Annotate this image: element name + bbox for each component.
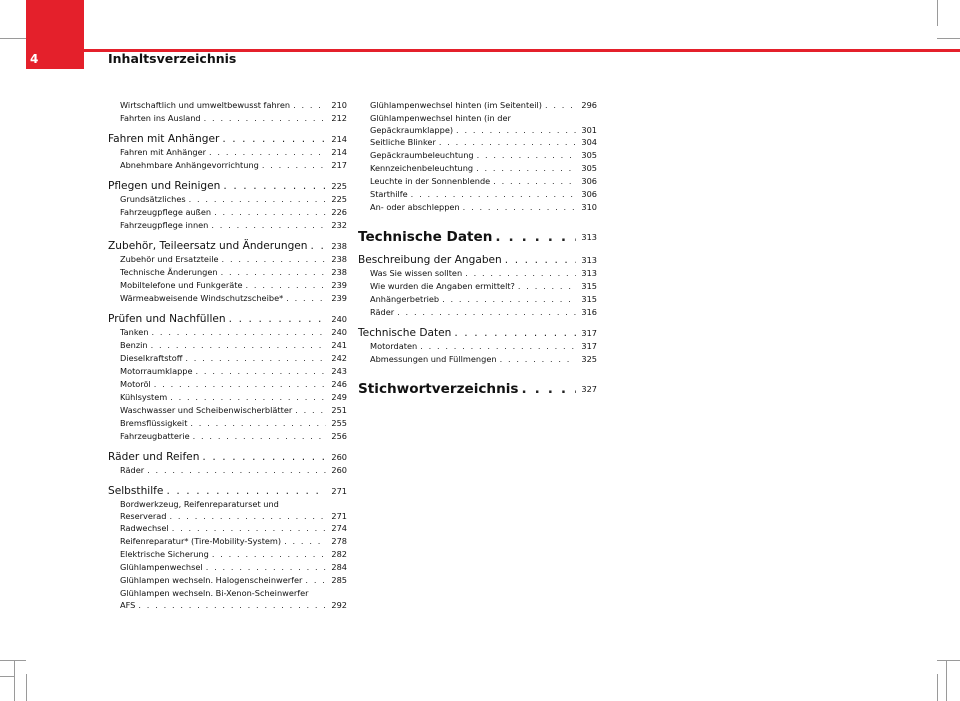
toc-page-number: 317 <box>581 328 597 338</box>
toc-entry[interactable] <box>108 365 347 378</box>
toc-entry[interactable] <box>358 353 597 366</box>
toc-section[interactable] <box>108 484 347 498</box>
leader-dots <box>545 99 576 112</box>
toc-page-number: 232 <box>331 220 347 230</box>
toc-page-number: 284 <box>331 562 347 572</box>
leader-dots <box>152 326 326 339</box>
toc-page-number: 313 <box>581 232 597 242</box>
toc-page-number: 304 <box>581 137 597 147</box>
toc-entry-title: Räder <box>120 465 145 475</box>
toc-entry[interactable] <box>108 561 347 574</box>
leader-dots <box>151 339 326 352</box>
toc-page-number: 315 <box>581 294 597 304</box>
leader-dots <box>500 353 576 366</box>
toc-entry[interactable] <box>358 201 597 214</box>
toc-entry-title: Mobiltelefone und Funkgeräte <box>120 280 243 290</box>
toc-entry-title: Wirtschaftlich und umweltbewusst fahren <box>120 100 291 110</box>
toc-page-number: 317 <box>581 341 597 351</box>
toc-entry-title: Bremsflüssigkeit <box>120 418 188 428</box>
toc-entry[interactable] <box>108 464 347 477</box>
toc-page-number: 210 <box>331 100 347 110</box>
toc-entry-title: Fahren mit Anhänger <box>108 133 220 145</box>
toc-entry[interactable] <box>108 430 347 443</box>
toc-page-number: 217 <box>331 160 347 170</box>
toc-entry-title: Zubehör und Ersatzteile <box>120 254 219 264</box>
toc-entry-title: Technische Daten <box>358 229 493 245</box>
toc-entry-title: Starthilfe <box>370 189 408 199</box>
toc-entry-title: Was Sie wissen sollten <box>370 268 463 278</box>
leader-dots <box>193 430 326 443</box>
leader-dots <box>172 522 326 535</box>
toc-entry[interactable] <box>108 146 347 159</box>
leader-dots <box>223 179 326 193</box>
leader-dots <box>214 206 326 219</box>
toc-entry-title: Glühlampen wechseln. Halogenscheinwerfer <box>120 575 303 585</box>
toc-entry-title: Fahrten ins Ausland <box>120 113 201 123</box>
leader-dots <box>493 175 576 188</box>
toc-entry[interactable] <box>358 306 597 319</box>
toc-entry-title: Leuchte in der Sonnenblende <box>370 176 491 186</box>
toc-entry-title-line: Bordwerkzeug, Reifenreparaturset und <box>120 499 279 509</box>
toc-entry-title: Fahrzeugpflege außen <box>120 207 212 217</box>
toc-entry-title: Fahren mit Anhänger <box>120 147 207 157</box>
toc-page-number: 240 <box>331 314 347 324</box>
toc-entry[interactable] <box>358 162 597 175</box>
toc-page-number: 306 <box>581 189 597 199</box>
toc-entry-title: Dieselkraftstoff <box>120 353 183 363</box>
toc-page-number: 225 <box>331 181 347 191</box>
toc-page-number: 285 <box>331 575 347 585</box>
toc-entry[interactable] <box>108 417 347 430</box>
toc-entry-title: Kühlsystem <box>120 392 168 402</box>
toc-entry-title: AFS <box>120 600 136 610</box>
toc-entry[interactable] <box>108 292 347 305</box>
toc-entry-title: Kennzeichenbeleuchtung <box>370 163 474 173</box>
toc-entry-title: Zubehör, Teileersatz und Änderungen <box>108 240 308 252</box>
leader-dots <box>147 464 326 477</box>
toc-entry[interactable] <box>108 253 347 266</box>
toc-page-number: 325 <box>581 354 597 364</box>
leader-dots <box>196 365 326 378</box>
toc-entry[interactable] <box>108 522 347 535</box>
toc-entry-title: Motorraumklappe <box>120 366 193 376</box>
leader-dots <box>295 404 326 417</box>
toc-page-number: 251 <box>331 405 347 415</box>
toc-page-number: 225 <box>331 194 347 204</box>
toc-entry-title: Fahrzeugbatterie <box>120 431 190 441</box>
leader-dots <box>420 340 576 353</box>
toc-entry-title: Waschwasser und Scheibenwischerblätter <box>120 405 293 415</box>
toc-entry-title: Glühlampenwechsel hinten (im Seitenteil) <box>370 100 542 110</box>
toc-entry[interactable] <box>108 404 347 417</box>
toc-entry[interactable] <box>358 175 597 188</box>
toc-entry-title: Motordaten <box>370 341 418 351</box>
toc-entry-title: Stichwortverzeichnis <box>358 381 519 397</box>
crop-mark <box>937 674 938 701</box>
leader-dots <box>442 293 576 306</box>
toc-page-number: 238 <box>331 241 347 251</box>
toc-entry-title: Abmessungen und Füllmengen <box>370 354 497 364</box>
leader-dots <box>522 380 576 398</box>
crop-mark <box>937 660 960 661</box>
toc-entry-title: Tanken <box>120 327 149 337</box>
leader-dots <box>293 99 326 112</box>
toc-page-number: 306 <box>581 176 597 186</box>
toc-right-column <box>358 99 597 402</box>
leader-dots <box>477 149 576 162</box>
toc-entry-title: Elektrische Sicherung <box>120 549 209 559</box>
toc-page-number: 271 <box>331 511 347 521</box>
toc-entry-title: Reifenreparatur* (Tire-Mobility-System) <box>120 536 282 546</box>
toc-page-number: 305 <box>581 150 597 160</box>
leader-dots <box>439 136 576 149</box>
toc-entry-title: Motoröl <box>120 379 151 389</box>
toc-page-number: 226 <box>331 207 347 217</box>
toc-page-number: 239 <box>331 280 347 290</box>
toc-entry[interactable] <box>358 99 597 112</box>
toc-entry-title: Selbsthilfe <box>108 485 164 497</box>
toc-left-column <box>108 99 347 611</box>
leader-dots <box>476 162 576 175</box>
toc-page-number: 241 <box>331 340 347 350</box>
toc-entry-title-line: Glühlampenwechsel hinten (in der <box>370 113 511 123</box>
toc-entry[interactable] <box>108 219 347 232</box>
toc-page-number: 296 <box>581 100 597 110</box>
toc-page-number: 310 <box>581 202 597 212</box>
toc-entry[interactable] <box>358 280 597 293</box>
page-title: Inhaltsverzeichnis <box>108 51 237 66</box>
crop-mark <box>14 660 15 701</box>
leader-dots <box>138 599 326 611</box>
crop-mark <box>26 674 27 701</box>
toc-section[interactable] <box>108 239 347 253</box>
toc-entry-title: Räder und Reifen <box>108 451 200 463</box>
toc-entry-title: Abnehmbare Anhängevorrichtung <box>120 160 259 170</box>
toc-entry-title: Beschreibung der Angaben <box>358 254 502 266</box>
leader-dots <box>229 312 326 326</box>
leader-dots <box>463 201 576 214</box>
toc-page-number: 278 <box>331 536 347 546</box>
toc-page-number: 274 <box>331 523 347 533</box>
toc-page-number: 242 <box>331 353 347 363</box>
toc-entry-title: Benzin <box>120 340 148 350</box>
leader-dots <box>185 352 326 365</box>
toc-entry-title: Technische Daten <box>358 327 452 339</box>
leader-dots <box>211 219 326 232</box>
toc-entry-title: Prüfen und Nachfüllen <box>108 313 226 325</box>
toc-entry-title: Gepäckraumbeleuchtung <box>370 150 474 160</box>
toc-page-number: 260 <box>331 465 347 475</box>
toc-entry[interactable] <box>358 188 597 201</box>
toc-page-number: 214 <box>331 134 347 144</box>
toc-section[interactable] <box>108 132 347 146</box>
leader-dots <box>221 266 326 279</box>
leader-dots <box>246 279 326 292</box>
toc-entry-title: Wärmeabweisende Windschutzscheibe* <box>120 293 284 303</box>
leader-dots <box>166 484 326 498</box>
leader-dots <box>170 510 327 522</box>
toc-entry-title: Glühlampenwechsel <box>120 562 203 572</box>
leader-dots <box>189 193 326 206</box>
toc-page-number: 282 <box>331 549 347 559</box>
toc-entry-title: Gepäckraumklappe) <box>370 125 454 135</box>
toc-entry[interactable] <box>358 267 597 280</box>
toc-entry-title: An- oder abschleppen <box>370 202 460 212</box>
leader-dots <box>411 188 576 201</box>
toc-page-number: 246 <box>331 379 347 389</box>
toc-entry[interactable] <box>108 326 347 339</box>
leader-dots <box>284 535 326 548</box>
toc-section[interactable] <box>108 179 347 193</box>
leader-dots <box>311 239 326 253</box>
leader-dots <box>454 326 576 340</box>
toc-section[interactable] <box>108 312 347 326</box>
leader-dots <box>202 450 326 464</box>
toc-entry-title: Technische Änderungen <box>120 267 218 277</box>
toc-entry-title: Wie wurden die Angaben ermittelt? <box>370 281 515 291</box>
leader-dots <box>209 146 326 159</box>
toc-entry[interactable] <box>108 391 347 404</box>
toc-page-number: 260 <box>331 452 347 462</box>
toc-entry[interactable] <box>108 279 347 292</box>
leader-dots <box>286 292 326 305</box>
leader-dots <box>206 561 326 574</box>
leader-dots <box>222 253 326 266</box>
toc-entry-title: Reserverad <box>120 511 167 521</box>
crop-mark <box>937 38 960 39</box>
toc-entry[interactable] <box>358 136 597 149</box>
toc-chapter[interactable] <box>358 228 597 246</box>
toc-entry-title: Anhängerbetrieb <box>370 294 440 304</box>
leader-dots <box>465 267 576 280</box>
toc-entry[interactable] <box>108 574 347 587</box>
leader-dots <box>154 378 326 391</box>
toc-section[interactable] <box>108 450 347 464</box>
leader-dots <box>305 574 326 587</box>
leader-dots <box>204 112 326 125</box>
toc-entry[interactable] <box>108 193 347 206</box>
toc-page-number: 249 <box>331 392 347 402</box>
leader-dots <box>495 228 576 246</box>
toc-page-number: 238 <box>331 267 347 277</box>
leader-dots <box>518 280 576 293</box>
toc-page-number: 327 <box>581 384 597 394</box>
toc-section[interactable] <box>358 326 597 340</box>
toc-entry[interactable] <box>358 293 597 306</box>
toc-page-number: 243 <box>331 366 347 376</box>
leader-dots <box>262 159 326 172</box>
toc-entry-title: Fahrzeugpflege innen <box>120 220 209 230</box>
leader-dots <box>222 132 326 146</box>
leader-dots <box>190 417 326 430</box>
toc-entry-title: Seitliche Blinker <box>370 137 436 147</box>
toc-entry[interactable] <box>108 378 347 391</box>
crop-mark <box>0 38 26 39</box>
page-number: 4 <box>30 52 39 66</box>
toc-entry-title: Räder <box>370 307 395 317</box>
toc-entry[interactable] <box>358 340 597 353</box>
toc-entry[interactable] <box>108 352 347 365</box>
toc-page-number: 315 <box>581 281 597 291</box>
toc-page-number: 240 <box>331 327 347 337</box>
crop-mark <box>946 660 947 701</box>
toc-page-number: 301 <box>581 125 597 135</box>
toc-page-number: 212 <box>331 113 347 123</box>
toc-page-number: 255 <box>331 418 347 428</box>
leader-dots <box>170 391 326 404</box>
toc-chapter[interactable] <box>358 380 597 398</box>
toc-page-number: 305 <box>581 163 597 173</box>
toc-entry[interactable] <box>108 266 347 279</box>
toc-entry[interactable] <box>108 112 347 125</box>
toc-entry-title-line: Glühlampen wechseln. Bi-Xenon-Scheinwerfer <box>120 588 309 598</box>
toc-page-number: 313 <box>581 268 597 278</box>
toc-entry[interactable] <box>108 498 347 522</box>
leader-dots <box>505 253 576 267</box>
toc-page-number: 256 <box>331 431 347 441</box>
toc-page-number: 214 <box>331 147 347 157</box>
leader-dots <box>456 124 576 136</box>
crop-mark <box>0 660 26 661</box>
toc-page-number: 316 <box>581 307 597 317</box>
toc-page-number: 292 <box>331 600 347 610</box>
leader-dots <box>397 306 576 319</box>
toc-entry[interactable] <box>108 339 347 352</box>
toc-entry-title: Pflegen und Reinigen <box>108 180 221 192</box>
crop-mark <box>937 0 938 26</box>
toc-page-number: 238 <box>331 254 347 264</box>
toc-page-number: 271 <box>331 486 347 496</box>
toc-section[interactable] <box>358 253 597 267</box>
toc-entry[interactable] <box>108 535 347 548</box>
toc-entry[interactable] <box>358 112 597 136</box>
toc-entry[interactable] <box>108 206 347 219</box>
toc-page-number: 313 <box>581 255 597 265</box>
toc-entry-title: Grundsätzliches <box>120 194 186 204</box>
toc-entry[interactable] <box>358 149 597 162</box>
leader-dots <box>212 548 326 561</box>
toc-entry[interactable] <box>108 159 347 172</box>
toc-entry[interactable] <box>108 587 347 611</box>
toc-page-number: 239 <box>331 293 347 303</box>
crop-mark <box>0 676 14 677</box>
toc-entry-title: Radwechsel <box>120 523 169 533</box>
toc-entry[interactable] <box>108 548 347 561</box>
toc-entry[interactable] <box>108 99 347 112</box>
